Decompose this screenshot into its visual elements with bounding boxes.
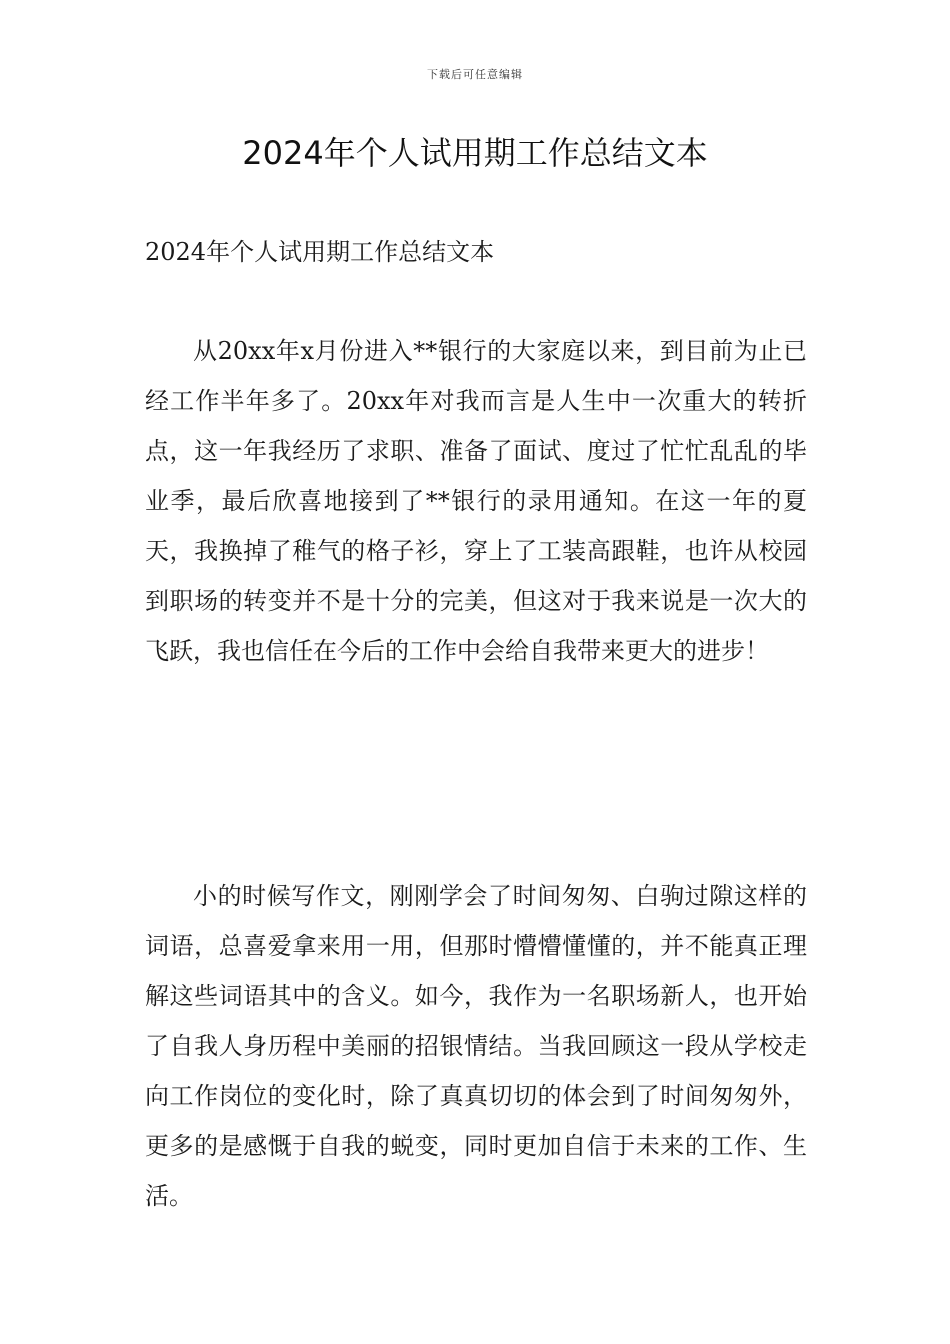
document-subtitle: 2024年个人试用期工作总结文本	[145, 238, 495, 266]
document-title: 2024年个人试用期工作总结文本	[242, 134, 708, 172]
header-note: 下载后可任意编辑	[427, 68, 523, 81]
body-paragraph: 小的时候写作文，刚刚学会了时间匆匆、白驹过隙这样的词语，总喜爱拿来用一用，但那时懵懵懂懂的，并不能真正理解这些词语其中的含义。如今，我作为一名职场新人，也开始了自我人身历程中美丽的招银情结。当我回顾这一段从学校走向工作岗位的变化时，除了真真切切的体会到了时间匆匆外，更多的是感慨于自我的蜕变，同时更加自信于未来的工作、生活。	[145, 882, 807, 1210]
body-paragraph: 从20xx年x月份进入**银行的大家庭以来，到目前为止已经工作半年多了。20xx年对我而言是人生中一次重大的转折点，这一年我经历了求职、准备了面试、度过了忙忙乱乱的毕业季，最后欣喜地接到了**银行的录用通知。在这一年的夏天，我换掉了稚气的格子衫，穿上了工装高跟鞋，也许从校园到职场的转变并不是十分的完美，但这对于我来说是一次大的飞跃，我也信任在今后的工作中会给自我带来更大的进步！	[145, 337, 807, 665]
